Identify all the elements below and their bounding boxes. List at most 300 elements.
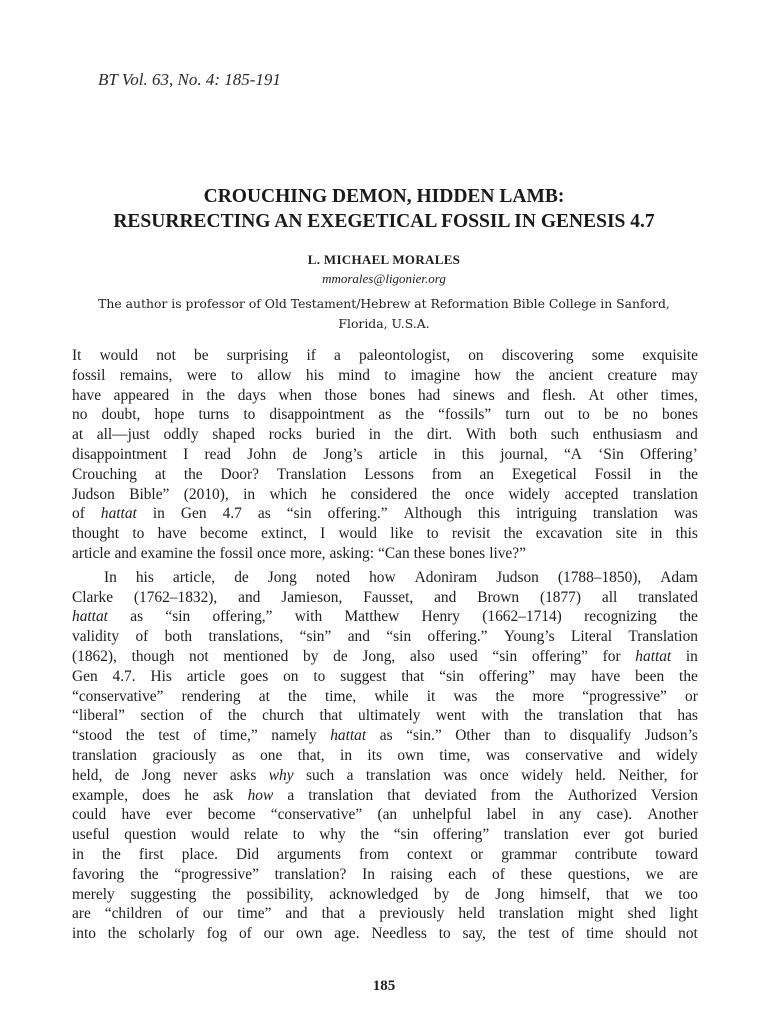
word: any xyxy=(559,806,582,824)
word: Jong’s xyxy=(323,445,363,463)
word: time,” xyxy=(219,727,258,745)
text-line xyxy=(72,687,698,707)
word: disqualify xyxy=(569,727,632,745)
word: de xyxy=(114,766,130,784)
word: ask xyxy=(212,786,234,804)
word: were xyxy=(186,366,217,384)
word: to xyxy=(577,406,590,424)
word: to xyxy=(132,525,145,543)
word: both xyxy=(509,426,538,444)
word: test xyxy=(528,925,550,943)
word: held. xyxy=(575,766,606,784)
word: ancient xyxy=(548,366,594,384)
text-line xyxy=(72,405,698,425)
word: shaped xyxy=(212,426,255,444)
word: live?” xyxy=(489,544,526,562)
word: Judson’s xyxy=(644,727,698,745)
word: too xyxy=(678,885,698,903)
word: his xyxy=(135,568,154,586)
word: the xyxy=(360,826,380,844)
word: light xyxy=(669,905,698,923)
word: translation xyxy=(592,505,658,523)
word: this xyxy=(477,505,501,523)
article-title xyxy=(40,184,728,234)
word: appeared xyxy=(113,386,170,404)
word: scholarly xyxy=(138,925,195,943)
journal-reference: BT Vol. 63, No. 4: 185-191 xyxy=(98,70,281,89)
word: in xyxy=(243,485,256,503)
word: some xyxy=(591,347,625,364)
word: the xyxy=(196,544,216,562)
text-line xyxy=(72,544,698,564)
word: Offering’ xyxy=(640,445,698,463)
word: all—just xyxy=(96,426,150,444)
word: “progressive” xyxy=(582,687,667,705)
text-line xyxy=(72,425,698,445)
word: was xyxy=(673,505,698,523)
word: his xyxy=(305,366,324,384)
word: time, xyxy=(324,687,357,705)
text-line xyxy=(72,746,698,766)
word: Exegetical xyxy=(511,465,577,483)
word: “sin xyxy=(165,608,191,626)
word: John xyxy=(247,445,277,463)
text-line xyxy=(72,706,698,726)
word: “A xyxy=(563,445,582,463)
word: Fossil xyxy=(594,465,632,483)
text-line xyxy=(72,588,698,608)
word: time, xyxy=(439,746,471,764)
word: to xyxy=(384,366,397,384)
word: once xyxy=(479,766,509,784)
word: unhelpful xyxy=(412,806,472,824)
word: imagine xyxy=(410,366,461,384)
word: and xyxy=(238,588,261,606)
word: Fausset, xyxy=(363,588,414,606)
text-line xyxy=(72,627,698,647)
word: never xyxy=(183,766,218,784)
word: graciously xyxy=(152,746,217,764)
word: of xyxy=(175,905,189,923)
paragraph xyxy=(72,346,698,564)
word: of xyxy=(193,727,207,745)
word: buried xyxy=(315,426,356,444)
word: in xyxy=(340,746,353,764)
word: fossil xyxy=(72,366,106,384)
word: the xyxy=(679,608,698,626)
word: been xyxy=(635,667,665,685)
word: test xyxy=(158,727,180,745)
word: possibility, xyxy=(246,885,314,903)
word: “children xyxy=(104,905,163,923)
word: each xyxy=(448,865,477,883)
text-line xyxy=(72,524,698,544)
word: “sin xyxy=(286,505,312,523)
word: time xyxy=(586,925,614,943)
word: own xyxy=(397,746,424,764)
word: (1788–1850), xyxy=(557,568,642,586)
word: become xyxy=(199,525,248,543)
word: Gen xyxy=(72,667,98,685)
word: Judson xyxy=(496,568,539,586)
word: place. xyxy=(181,845,218,863)
word: to xyxy=(313,667,326,685)
word: and xyxy=(347,628,370,646)
word: In xyxy=(362,865,375,883)
word: of xyxy=(135,628,149,646)
word: creature xyxy=(607,366,658,384)
word: as xyxy=(257,505,271,523)
word: offering.” xyxy=(427,628,488,646)
word: more xyxy=(532,687,565,705)
word: bones xyxy=(662,406,698,424)
word: are xyxy=(679,865,698,883)
text-line xyxy=(72,386,698,406)
word: the xyxy=(534,786,554,804)
word: hope xyxy=(154,406,185,424)
word: the xyxy=(125,727,145,745)
word: why xyxy=(319,826,346,844)
word: Judson xyxy=(72,485,115,503)
word: this xyxy=(675,525,698,543)
word: and xyxy=(114,544,137,562)
word: at xyxy=(154,465,166,483)
word: section xyxy=(140,707,185,725)
word: the xyxy=(524,707,543,725)
word: de xyxy=(292,445,308,463)
word: that xyxy=(605,885,629,903)
word: noted xyxy=(315,568,351,586)
word: would xyxy=(190,826,230,844)
word: of xyxy=(199,707,213,725)
word: His xyxy=(150,667,172,685)
word: the xyxy=(139,865,159,883)
text-line xyxy=(72,607,698,627)
word: got xyxy=(624,826,644,844)
word: one xyxy=(260,746,283,764)
word: considered xyxy=(350,485,418,503)
word: Clarke xyxy=(72,588,114,606)
word: as xyxy=(379,727,393,745)
word: it xyxy=(426,687,436,705)
word: Although xyxy=(403,505,462,523)
text-line xyxy=(72,924,698,944)
word: to xyxy=(292,826,305,844)
word: doubt, xyxy=(101,406,141,424)
word: out xyxy=(544,406,564,424)
word: de xyxy=(333,647,348,665)
word: that, xyxy=(297,746,325,764)
word: “liberal” xyxy=(72,707,125,725)
word: Jamieson, xyxy=(281,588,343,606)
word: should xyxy=(625,925,667,943)
word: Jong xyxy=(495,885,525,903)
word: the xyxy=(405,406,425,424)
word: buried xyxy=(658,826,698,844)
word: Bible” xyxy=(129,485,170,503)
word: “sin xyxy=(492,647,518,665)
word: asks xyxy=(229,766,257,784)
word: widely xyxy=(508,485,551,503)
word: than xyxy=(503,727,531,745)
word: the xyxy=(503,525,523,543)
word: remains, xyxy=(119,366,173,384)
word: favoring xyxy=(72,865,125,883)
word: our xyxy=(202,905,224,923)
word: as xyxy=(231,746,245,764)
word: Henry xyxy=(421,608,460,626)
word: “stood xyxy=(72,727,113,745)
word: the xyxy=(431,485,451,503)
word: on xyxy=(283,667,299,685)
word: enthusiasm xyxy=(592,426,662,444)
author-email: mmorales@ligonier.org xyxy=(322,271,446,286)
word: rendering xyxy=(181,687,241,705)
word: to xyxy=(243,406,256,424)
word: in xyxy=(649,465,662,483)
word: surprising xyxy=(226,347,289,364)
word: bones xyxy=(449,544,486,562)
word: into xyxy=(72,925,96,943)
word: hattat xyxy=(72,608,108,626)
word: Door? xyxy=(220,465,259,483)
word: these xyxy=(413,544,446,562)
word: has xyxy=(677,707,698,725)
word: example, xyxy=(72,786,128,804)
text-line xyxy=(72,825,698,845)
word: we xyxy=(644,885,663,903)
word: from xyxy=(490,786,521,804)
word: as xyxy=(378,406,392,424)
word: not xyxy=(156,347,176,364)
word: offering” xyxy=(433,826,490,844)
word: Version xyxy=(650,786,698,804)
word: from xyxy=(359,845,389,863)
word: Translation xyxy=(276,465,347,483)
title-line: CROUCHING DEMON, HIDDEN LAMB: xyxy=(203,186,565,207)
word: have xyxy=(591,667,621,685)
word: 4.7 xyxy=(222,505,242,523)
word: turn xyxy=(505,406,531,424)
word: site xyxy=(615,525,638,543)
word: a xyxy=(346,766,354,784)
word: “sin xyxy=(439,667,464,685)
word: the xyxy=(227,707,247,725)
word: allow xyxy=(257,366,292,384)
word: say, xyxy=(462,925,486,943)
word: to xyxy=(438,925,451,943)
word: translation xyxy=(365,766,431,784)
word: raising xyxy=(390,865,433,883)
word: he xyxy=(184,786,199,804)
word: “sin xyxy=(386,628,412,646)
word: bones xyxy=(369,386,406,404)
word: and xyxy=(285,905,308,923)
text-line xyxy=(72,485,698,505)
word: questions, xyxy=(567,865,630,883)
word: in xyxy=(72,845,84,863)
word: and xyxy=(507,386,530,404)
word: shed xyxy=(627,905,656,923)
word: exquisite xyxy=(642,347,698,364)
word: arguments xyxy=(277,845,341,863)
word: how xyxy=(474,366,502,384)
word: the xyxy=(102,845,121,863)
word: to xyxy=(544,727,557,745)
word: article xyxy=(378,445,418,463)
word: merely xyxy=(72,885,115,903)
word: if xyxy=(306,347,316,364)
text-line xyxy=(72,346,698,366)
word: sinews xyxy=(452,386,495,404)
word: widely xyxy=(655,746,698,764)
word: that xyxy=(321,905,345,923)
word: accepted xyxy=(564,485,619,503)
word: Adam xyxy=(660,568,698,586)
word: such xyxy=(306,766,335,784)
word: Translation xyxy=(628,628,698,646)
affiliation-line: The author is professor of Old Testament/Hebrew at Reformation Bible College in Sanford, xyxy=(98,296,670,311)
word: first xyxy=(138,845,164,863)
word: hattat xyxy=(635,647,672,665)
author-affiliation xyxy=(60,294,708,334)
word: useful xyxy=(72,826,110,844)
word: by xyxy=(303,647,319,665)
word: in xyxy=(368,426,381,444)
word: turns xyxy=(198,406,230,424)
word: also xyxy=(409,647,435,665)
text-line xyxy=(72,504,698,524)
word: disappointment xyxy=(72,445,167,463)
word: Jong xyxy=(267,568,297,586)
word: which xyxy=(269,485,308,503)
word: extinct, xyxy=(261,525,307,543)
word: asking: xyxy=(329,544,375,562)
word: mentioned xyxy=(223,647,289,665)
word: “progressive” xyxy=(174,865,259,883)
word: article xyxy=(186,667,226,685)
word: in xyxy=(433,445,446,463)
text-line xyxy=(72,726,698,746)
word: widely xyxy=(521,766,564,784)
word: translations, xyxy=(208,628,284,646)
word: may xyxy=(671,366,698,384)
text-line xyxy=(72,766,698,786)
text-line xyxy=(72,805,698,825)
word: in xyxy=(531,806,544,824)
word: that xyxy=(638,707,662,725)
word: offering,” xyxy=(212,608,273,626)
word: thought xyxy=(72,525,120,543)
word: deviated xyxy=(424,786,477,804)
text-line xyxy=(72,904,698,924)
word: article xyxy=(72,544,111,562)
word: these xyxy=(520,865,553,883)
word: that xyxy=(387,786,411,804)
word: of xyxy=(72,505,85,523)
word: time” xyxy=(237,905,272,923)
word: flesh. xyxy=(542,386,576,404)
word: when xyxy=(278,386,312,404)
word: Lessons xyxy=(364,465,414,483)
word: oddly xyxy=(163,426,199,444)
word: previously xyxy=(379,905,445,923)
word: in xyxy=(181,386,194,404)
word: for xyxy=(680,766,698,784)
word: de xyxy=(234,568,249,586)
word: Crouching xyxy=(72,465,137,483)
word: a xyxy=(287,786,295,804)
word: conservative xyxy=(525,746,603,764)
word: its xyxy=(367,746,382,764)
word: validity xyxy=(72,628,120,646)
word: label xyxy=(486,806,517,824)
word: no xyxy=(72,406,88,424)
word: church xyxy=(262,707,304,725)
word: translation xyxy=(558,707,624,725)
author-name: L. MICHAEL MORALES xyxy=(307,252,461,267)
word: own xyxy=(295,925,323,943)
word: that xyxy=(319,707,343,725)
word: translation xyxy=(308,786,374,804)
word: was xyxy=(485,746,510,764)
word: the xyxy=(288,687,307,705)
word: It xyxy=(72,347,82,364)
word: context xyxy=(406,845,453,863)
word: ultimately xyxy=(358,707,421,725)
word: our xyxy=(263,925,285,943)
word: all xyxy=(601,588,618,606)
word: have xyxy=(72,386,102,404)
word: journal, xyxy=(500,445,548,463)
word: or xyxy=(685,687,698,705)
word: how xyxy=(247,786,274,804)
word: at xyxy=(72,426,84,444)
affiliation-line: Florida, U.S.A. xyxy=(338,316,430,331)
word: (1877) xyxy=(539,588,581,606)
word: 4.7. xyxy=(112,667,136,685)
word: “fossils” xyxy=(438,406,492,424)
word: suggesting xyxy=(130,885,197,903)
word: Needless xyxy=(371,925,427,943)
word: had xyxy=(418,386,441,404)
word: the xyxy=(495,687,515,705)
word: (1862), xyxy=(72,647,117,665)
page-number: 185 xyxy=(372,978,396,994)
word: acknowledged xyxy=(329,885,419,903)
word: hattat xyxy=(330,727,367,745)
word: With xyxy=(465,426,496,444)
word: both xyxy=(164,628,193,646)
word: with xyxy=(481,707,509,725)
word: (1662–1714) xyxy=(482,608,562,626)
word: “Can xyxy=(378,544,410,562)
word: would xyxy=(338,525,377,543)
word: recognizing xyxy=(584,608,657,626)
word: “sin” xyxy=(299,628,332,646)
word: as xyxy=(130,608,144,626)
word: suggest xyxy=(340,667,387,685)
word: of xyxy=(561,925,575,943)
word: translation xyxy=(503,826,569,844)
article-body xyxy=(72,346,698,944)
word: “conservative” xyxy=(270,806,363,824)
word: Another xyxy=(647,806,698,824)
word: used xyxy=(449,647,478,665)
word: Matthew xyxy=(344,608,400,626)
word: “conservative” xyxy=(72,687,164,705)
word: from xyxy=(431,465,462,483)
